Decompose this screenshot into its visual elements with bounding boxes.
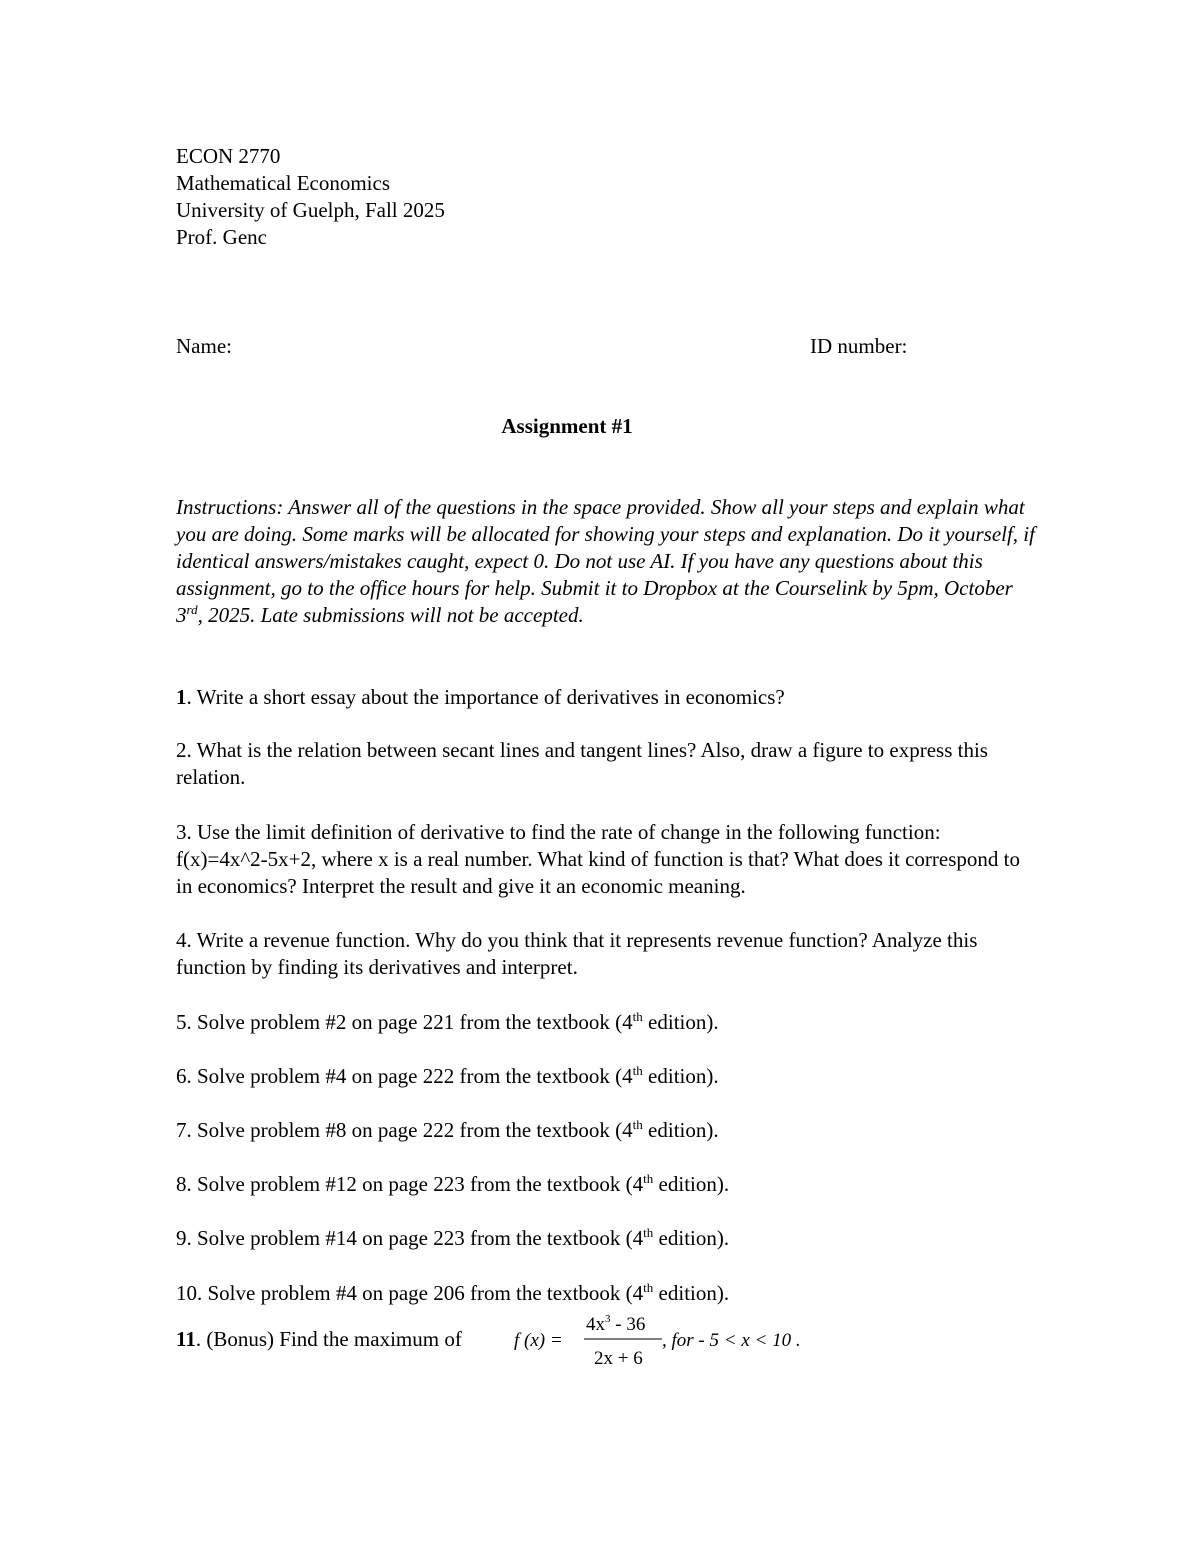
question-5-text: 5. Solve problem #2 on page 221 from the textbook (4	[176, 1010, 633, 1034]
question-8-end: edition).	[653, 1172, 730, 1196]
formula-lhs: f (x) =	[514, 1330, 563, 1351]
question-10-text: 10. Solve problem #4 on page 206 from the textbook (4	[176, 1281, 644, 1305]
id-number-field-label: ID number:	[810, 334, 908, 358]
question-2: 2. What is the relation between secant lines and tangent lines? Also, draw a figure to express this relation.	[176, 738, 988, 789]
instructor: Prof. Genc	[176, 225, 267, 249]
question-6-text: 6. Solve problem #4 on page 222 from the textbook (4	[176, 1064, 633, 1088]
instructions-part1: Instructions: Answer all of the questions in the space provided. Show all your steps and explain what you are doing. Some marks will be allocated for showing your steps and explanation. Do it yourself, if identical answers/mistakes caught, expect 0. Do not use AI. If you have any questions about this assignment, go to the office hours for help. Submit it to Dropbox at the Courselink by 5pm, October 3	[176, 495, 1035, 627]
formula-condition: , for - 5 < x < 10 .	[662, 1330, 801, 1351]
question-8-text: 8. Solve problem #12 on page 223 from the textbook (4	[176, 1172, 644, 1196]
question-10-end: edition).	[653, 1281, 730, 1305]
instructions-sup: rd	[186, 602, 198, 617]
question-7	[176, 1117, 1036, 1144]
question-1-number: 1	[176, 685, 187, 709]
question-9-end: edition).	[653, 1226, 730, 1250]
question-1-text: . Write a short essay about the importance of derivatives in economics?	[186, 685, 785, 709]
question-10-sup: th	[643, 1280, 654, 1295]
formula-numerator	[586, 1313, 645, 1335]
assignment-title: Assignment #1	[501, 414, 633, 438]
question-6-sup: th	[632, 1063, 643, 1078]
formula-denominator: 2x + 6	[594, 1348, 643, 1369]
question-5	[176, 1009, 1036, 1036]
formula-numerator-base: 4x	[586, 1314, 605, 1335]
question-11-text: . (Bonus) Find the maximum of	[195, 1327, 462, 1351]
course-header	[176, 143, 445, 251]
question-10	[176, 1280, 1036, 1307]
question-11	[176, 1326, 462, 1353]
question-6	[176, 1063, 1036, 1090]
formula-numerator-rest: - 36	[610, 1314, 646, 1335]
instructions	[176, 494, 1036, 629]
name-field-label: Name:	[176, 334, 232, 358]
question-5-end: edition).	[642, 1010, 719, 1034]
question-5-sup: th	[632, 1009, 643, 1024]
bonus-formula	[512, 1310, 852, 1372]
question-8	[176, 1171, 1036, 1198]
question-7-sup: th	[632, 1117, 643, 1132]
question-1	[176, 684, 1036, 711]
question-4: 4. Write a revenue function. Why do you think that it represents revenue function? Analyze this function by finding its derivatives and interpret.	[176, 928, 978, 979]
question-11-number: 11	[176, 1327, 196, 1351]
question-6-end: edition).	[642, 1064, 719, 1088]
instructions-part2: , 2025. Late submissions will not be accepted.	[197, 603, 584, 627]
institution: University of Guelph, Fall 2025	[176, 198, 445, 222]
question-7-end: edition).	[642, 1118, 719, 1142]
question-8-sup: th	[643, 1171, 654, 1186]
question-9-text: 9. Solve problem #14 on page 223 from the textbook (4	[176, 1226, 644, 1250]
question-3: 3. Use the limit definition of derivative to find the rate of change in the following function: f(x)=4x^2-5x+2, where x is a real number. What kind of function is that? What does it correspond to in economics? Interpret the result and give it an economic meaning.	[176, 820, 1020, 898]
question-7-text: 7. Solve problem #8 on page 222 from the textbook (4	[176, 1118, 633, 1142]
formula-numerator-exp: 3	[605, 1313, 611, 1325]
question-9	[176, 1225, 1036, 1252]
course-name: Mathematical Economics	[176, 171, 391, 195]
course-code: ECON 2770	[176, 144, 281, 168]
question-9-sup: th	[643, 1225, 654, 1240]
